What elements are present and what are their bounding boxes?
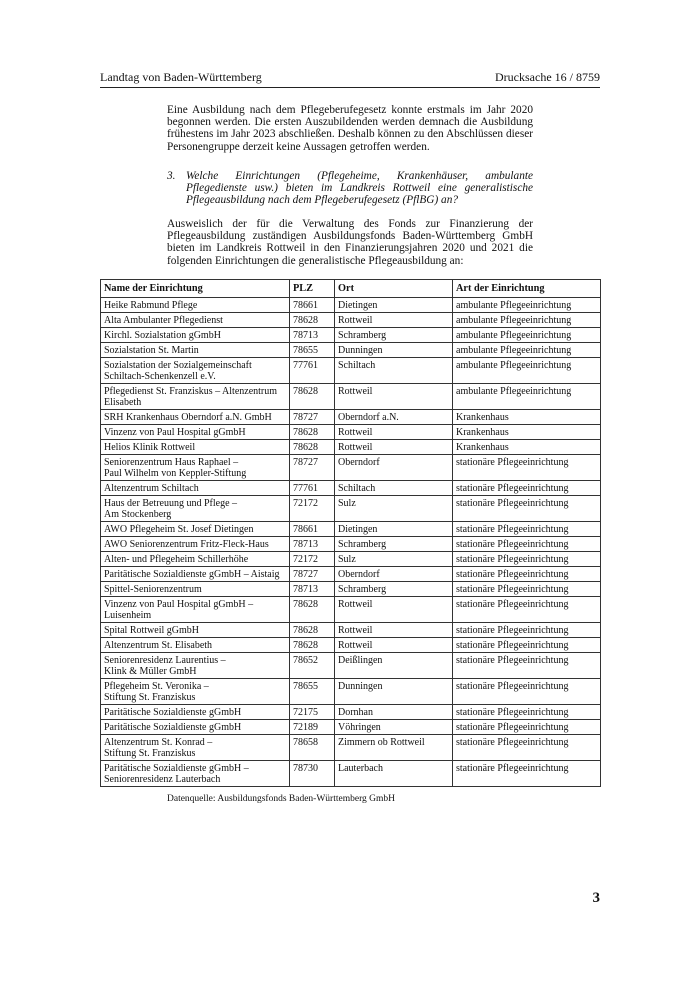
facility-name-cell: Vinzenz von Paul Hospital gGmbH (101, 425, 290, 440)
facility-type-cell: ambulante Pflegeeinrichtung (453, 313, 601, 328)
facility-name-cell: Spittel-Seniorenzentrum (101, 582, 290, 597)
city-cell: Dunningen (335, 343, 453, 358)
facility-type-cell: stationäre Pflegeeinrichtung (453, 496, 601, 522)
document-number: Drucksache 16 / 8759 (495, 70, 600, 84)
facility-name-cell: Alten- und Pflegeheim Schillerhöhe (101, 552, 290, 567)
postal-code-cell: 77761 (290, 358, 335, 384)
table-row (101, 582, 601, 597)
facility-type-cell: ambulante Pflegeeinrichtung (453, 298, 601, 313)
postal-code-cell: 78628 (290, 384, 335, 410)
facility-type-cell: stationäre Pflegeeinrichtung (453, 567, 601, 582)
city-cell: Rottweil (335, 597, 453, 623)
city-cell: Oberndorf (335, 567, 453, 582)
facility-name-cell: SRH Krankenhaus Oberndorf a.N. GmbH (101, 410, 290, 425)
facility-type-cell: stationäre Pflegeeinrichtung (453, 735, 601, 761)
table-row (101, 761, 601, 787)
facility-name-cell: Kirchl. Sozialstation gGmbH (101, 328, 290, 343)
postal-code-cell: 72189 (290, 720, 335, 735)
city-cell: Rottweil (335, 425, 453, 440)
data-source-note: Datenquelle: Ausbildungsfonds Baden-Württemberg GmbH (167, 794, 396, 804)
facility-type-cell: stationäre Pflegeeinrichtung (453, 537, 601, 552)
question-text: Welche Einrichtungen (Pflegeheime, Krankenhäuser, ambulante Pflegedienste usw.) bieten im Landkreis Rottweil eine generalistische Pflegeausbildung nach dem Pflegeberufegesetz (PflBG) an? (186, 170, 533, 207)
table-row (101, 705, 601, 720)
city-cell: Vöhringen (335, 720, 453, 735)
facility-name-cell: Helios Klinik Rottweil (101, 440, 290, 455)
postal-code-cell: 78730 (290, 761, 335, 787)
facility-name-cell: Paritätische Sozialdienste gGmbH – Aistaig (101, 567, 290, 582)
facility-name-cell: Altenzentrum St. Elisabeth (101, 638, 290, 653)
postal-code-cell: 78661 (290, 522, 335, 537)
facility-type-cell: stationäre Pflegeeinrichtung (453, 679, 601, 705)
table-row (101, 328, 601, 343)
table-row (101, 358, 601, 384)
facility-name-cell: AWO Seniorenzentrum Fritz-Fleck-Haus (101, 537, 290, 552)
city-cell: Dunningen (335, 679, 453, 705)
postal-code-cell: 77761 (290, 481, 335, 496)
facility-type-cell: Krankenhaus (453, 440, 601, 455)
facility-type-cell: Krankenhaus (453, 410, 601, 425)
city-cell: Deißlingen (335, 653, 453, 679)
postal-code-cell: 78628 (290, 425, 335, 440)
facility-type-cell: stationäre Pflegeeinrichtung (453, 638, 601, 653)
city-cell: Zimmern ob Rottweil (335, 735, 453, 761)
postal-code-cell: 78727 (290, 567, 335, 582)
city-cell: Rottweil (335, 638, 453, 653)
city-cell: Schiltach (335, 358, 453, 384)
table-row (101, 567, 601, 582)
facility-type-cell: stationäre Pflegeeinrichtung (453, 761, 601, 787)
facility-name-cell: Alta Ambulanter Pflegedienst (101, 313, 290, 328)
facility-type-cell: ambulante Pflegeeinrichtung (453, 343, 601, 358)
city-cell: Schiltach (335, 481, 453, 496)
facilities-table (100, 279, 601, 787)
table-row (101, 455, 601, 481)
postal-code-cell: 78628 (290, 638, 335, 653)
facility-type-cell: ambulante Pflegeeinrichtung (453, 358, 601, 384)
table-row (101, 552, 601, 567)
table-row (101, 343, 601, 358)
table-header-row (101, 280, 601, 298)
table-row (101, 425, 601, 440)
postal-code-cell: 78628 (290, 440, 335, 455)
facility-name-cell: AWO Pflegeheim St. Josef Dietingen (101, 522, 290, 537)
column-header: Ort (335, 280, 453, 298)
facility-type-cell: ambulante Pflegeeinrichtung (453, 384, 601, 410)
city-cell: Oberndorf (335, 455, 453, 481)
table-row (101, 638, 601, 653)
column-header: Art der Einrichtung (453, 280, 601, 298)
city-cell: Rottweil (335, 440, 453, 455)
postal-code-cell: 72172 (290, 552, 335, 567)
facility-name-cell: Haus der Betreuung und Pflege – Am Stockenberg (101, 496, 290, 522)
table-row (101, 679, 601, 705)
column-header: PLZ (290, 280, 335, 298)
city-cell: Schramberg (335, 328, 453, 343)
facility-name-cell: Paritätische Sozialdienste gGmbH – Seniorenresidenz Lauterbach (101, 761, 290, 787)
postal-code-cell: 78661 (290, 298, 335, 313)
answer-paragraph: Eine Ausbildung nach dem Pflegeberufegesetz konnte erstmals im Jahr 2020 begonnen werden. Die ersten Auszubildenden werden demnach die Ausbildung frühestens im Jahr 2023 abschließen. Deshalb können zu den Abschlüssen dieser Personengruppe derzeit keine Aussagen getroffen werden. (167, 104, 533, 153)
postal-code-cell: 78713 (290, 328, 335, 343)
postal-code-cell: 78655 (290, 343, 335, 358)
postal-code-cell: 78713 (290, 537, 335, 552)
facility-type-cell: stationäre Pflegeeinrichtung (453, 597, 601, 623)
city-cell: Oberndorf a.N. (335, 410, 453, 425)
table-row (101, 481, 601, 496)
facility-name-cell: Paritätische Sozialdienste gGmbH (101, 720, 290, 735)
table-row (101, 597, 601, 623)
question-block (167, 170, 533, 207)
facility-name-cell: Altenzentrum Schiltach (101, 481, 290, 496)
facility-name-cell: Sozialstation der Sozialgemeinschaft Schiltach-Schenkenzell e.V. (101, 358, 290, 384)
table-row (101, 653, 601, 679)
city-cell: Lauterbach (335, 761, 453, 787)
facility-type-cell: stationäre Pflegeeinrichtung (453, 582, 601, 597)
facility-name-cell: Vinzenz von Paul Hospital gGmbH – Luisenheim (101, 597, 290, 623)
postal-code-cell: 72172 (290, 496, 335, 522)
city-cell: Rottweil (335, 313, 453, 328)
city-cell: Rottweil (335, 623, 453, 638)
postal-code-cell: 78628 (290, 313, 335, 328)
facility-type-cell: stationäre Pflegeeinrichtung (453, 455, 601, 481)
table-row (101, 410, 601, 425)
facility-type-cell: stationäre Pflegeeinrichtung (453, 653, 601, 679)
facility-name-cell: Sozialstation St. Martin (101, 343, 290, 358)
postal-code-cell: 78713 (290, 582, 335, 597)
facility-type-cell: Krankenhaus (453, 425, 601, 440)
table-row (101, 298, 601, 313)
facility-name-cell: Paritätische Sozialdienste gGmbH (101, 705, 290, 720)
column-header: Name der Einrichtung (101, 280, 290, 298)
table-row (101, 440, 601, 455)
facility-name-cell: Altenzentrum St. Konrad – Stiftung St. Franziskus (101, 735, 290, 761)
facility-type-cell: stationäre Pflegeeinrichtung (453, 623, 601, 638)
table-row (101, 720, 601, 735)
facility-name-cell: Pflegeheim St. Veronika – Stiftung St. Franziskus (101, 679, 290, 705)
facility-name-cell: Seniorenresidenz Laurentius – Klink & Müller GmbH (101, 653, 290, 679)
facility-type-cell: stationäre Pflegeeinrichtung (453, 720, 601, 735)
header-divider (100, 87, 600, 88)
city-cell: Dornhan (335, 705, 453, 720)
facility-type-cell: ambulante Pflegeeinrichtung (453, 328, 601, 343)
header-title: Landtag von Baden-Württemberg (100, 70, 262, 84)
city-cell: Rottweil (335, 384, 453, 410)
postal-code-cell: 78658 (290, 735, 335, 761)
postal-code-cell: 78652 (290, 653, 335, 679)
city-cell: Sulz (335, 496, 453, 522)
facility-name-cell: Spital Rottweil gGmbH (101, 623, 290, 638)
table-row (101, 537, 601, 552)
table-row (101, 522, 601, 537)
postal-code-cell: 78727 (290, 410, 335, 425)
page-number: 3 (592, 890, 600, 906)
intro-paragraph: Ausweislich der für die Verwaltung des Fonds zur Finanzierung der Pflegeausbildung zuständigen Ausbildungsfonds Baden-Württemberg GmbH bieten im Landkreis Rottweil in den Finanzierungsjahren 2020 und 2021 die folgenden Einrichtungen die generalistische Pflegeausbildung an: (167, 218, 533, 267)
facility-type-cell: stationäre Pflegeeinrichtung (453, 552, 601, 567)
facility-name-cell: Pflegedienst St. Franziskus – Altenzentrum Elisabeth (101, 384, 290, 410)
facility-type-cell: stationäre Pflegeeinrichtung (453, 522, 601, 537)
city-cell: Dietingen (335, 522, 453, 537)
postal-code-cell: 78628 (290, 623, 335, 638)
city-cell: Schramberg (335, 582, 453, 597)
city-cell: Sulz (335, 552, 453, 567)
facility-name-cell: Heike Rabmund Pflege (101, 298, 290, 313)
city-cell: Dietingen (335, 298, 453, 313)
table-row (101, 623, 601, 638)
table-row (101, 313, 601, 328)
question-number: 3. (167, 170, 176, 182)
postal-code-cell: 78628 (290, 597, 335, 623)
postal-code-cell: 72175 (290, 705, 335, 720)
table-row (101, 496, 601, 522)
facility-type-cell: stationäre Pflegeeinrichtung (453, 481, 601, 496)
facility-name-cell: Seniorenzentrum Haus Raphael – Paul Wilhelm von Keppler-Stiftung (101, 455, 290, 481)
facility-type-cell: stationäre Pflegeeinrichtung (453, 705, 601, 720)
city-cell: Schramberg (335, 537, 453, 552)
postal-code-cell: 78655 (290, 679, 335, 705)
postal-code-cell: 78727 (290, 455, 335, 481)
table-row (101, 384, 601, 410)
table-row (101, 735, 601, 761)
